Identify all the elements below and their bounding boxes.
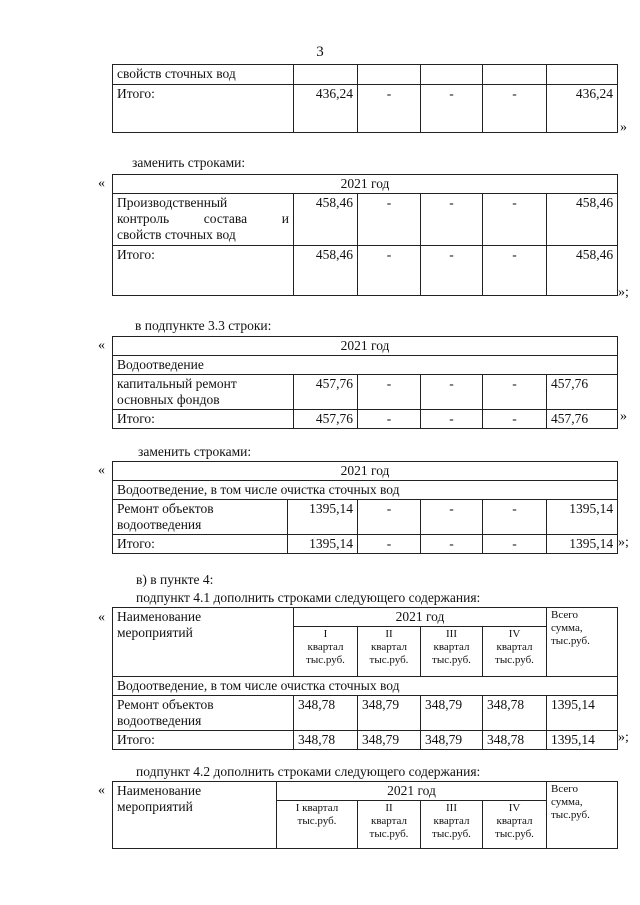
year-header: 2021 год	[294, 608, 547, 627]
cell-sum: 458,46	[547, 194, 618, 246]
quote-close: »	[620, 409, 627, 424]
cell-total-q4: 348,78	[483, 731, 547, 750]
header-total	[547, 608, 618, 677]
page-number: 3	[316, 44, 324, 60]
cell-dash: -	[421, 246, 483, 296]
cell-dash: -	[483, 500, 547, 535]
header-q2: II квартал тыс.руб.	[358, 627, 421, 677]
header-line: сумма,	[551, 622, 583, 634]
cell-total-label: Итого:	[113, 246, 294, 296]
cell-dash: -	[358, 410, 421, 429]
cell-total-label: Итого:	[113, 535, 288, 554]
table-5	[112, 607, 618, 750]
header-name	[113, 782, 277, 849]
table-3	[112, 336, 618, 429]
header-line: Всего	[551, 609, 578, 621]
header-line: тыс.руб.	[551, 809, 590, 821]
table-row	[113, 731, 618, 750]
quote-close: »	[620, 120, 627, 135]
name-line: Производственный	[117, 195, 228, 210]
cell-total-sum: 436,24	[547, 85, 618, 133]
instruction-replace-2: заменить строками:	[138, 444, 252, 459]
instruction-replace-1: заменить строками:	[132, 155, 246, 170]
section-row: Водоотведение	[113, 356, 618, 375]
header-line: Наименование	[117, 783, 202, 798]
table-6	[112, 781, 618, 849]
table-row	[113, 696, 618, 731]
cell-dash: -	[421, 410, 483, 429]
cell-sum: 1395,14	[547, 500, 618, 535]
year-header: 2021 год	[113, 337, 618, 356]
cell-total-q1: 348,78	[294, 731, 358, 750]
quote-open: «	[98, 610, 105, 625]
name-word: и	[281, 211, 289, 226]
table-row	[113, 535, 618, 554]
header-total	[547, 782, 618, 849]
name-line: свойств сточных вод	[117, 227, 236, 242]
header-q4: IV квартал тыс.руб.	[483, 801, 547, 849]
year-header: 2021 год	[277, 782, 547, 801]
cell-dash: -	[358, 375, 421, 410]
cell-total-value: 436,24	[294, 85, 358, 133]
name-line: капитальный ремонт	[117, 376, 237, 391]
cell-name	[113, 375, 294, 410]
cell-name: свойств сточных вод	[113, 65, 294, 85]
cell-dash: -	[358, 194, 421, 246]
cell-value: 458,46	[294, 194, 358, 246]
cell-total-value: 458,46	[294, 246, 358, 296]
header-line: мероприятий	[117, 799, 193, 814]
name-line: водоотведения	[117, 517, 202, 532]
cell-dash: -	[421, 375, 483, 410]
cell-total-q3: 348,79	[421, 731, 483, 750]
name-line: водоотведения	[117, 713, 202, 728]
name-line: Ремонт объектов	[117, 697, 214, 712]
cell-q3: 348,79	[421, 696, 483, 731]
instruction-subpoint-4-1: подпункт 4.1 дополнить строками следующего содержания:	[136, 590, 481, 605]
cell-q2: 348,79	[358, 696, 421, 731]
quote-open: «	[98, 176, 105, 191]
cell-dash: -	[358, 535, 421, 554]
cell-value: 457,76	[294, 375, 358, 410]
year-header: 2021 год	[113, 462, 618, 481]
section-row: Водоотведение, в том числе очистка сточных вод	[113, 481, 618, 500]
table-row	[113, 500, 618, 535]
table-2	[112, 174, 618, 296]
cell-dash: -	[421, 85, 483, 133]
cell-dash: -	[358, 246, 421, 296]
heading-point-4: в) в пункте 4:	[136, 572, 214, 587]
header-line: мероприятий	[117, 625, 193, 640]
cell-dash: -	[483, 535, 547, 554]
header-name	[113, 608, 294, 677]
cell-dash: -	[358, 500, 421, 535]
cell-name	[113, 696, 294, 731]
cell-sum: 1395,14	[547, 696, 618, 731]
cell-q4: 348,78	[483, 696, 547, 731]
table-1	[112, 64, 618, 133]
cell-name	[113, 500, 288, 535]
cell-dash: -	[421, 194, 483, 246]
cell-total-label: Итого:	[113, 85, 294, 133]
table-row	[113, 194, 618, 246]
cell-total-sum: 1395,14	[547, 731, 618, 750]
name-word: состава	[203, 211, 248, 226]
table-row	[113, 246, 618, 296]
header-q1: I квартал тыс.руб.	[277, 801, 358, 849]
quote-close-semicolon: »;	[618, 285, 629, 300]
cell-dash: -	[483, 375, 547, 410]
header-q1: I квартал тыс.руб.	[294, 627, 358, 677]
cell-q1: 348,78	[294, 696, 358, 731]
table-4	[112, 461, 618, 554]
cell-dash: -	[483, 194, 547, 246]
quote-close-semicolon: »;	[618, 730, 629, 745]
cell-total-label: Итого:	[113, 410, 294, 429]
cell-total-sum: 458,46	[547, 246, 618, 296]
cell-dash: -	[421, 535, 483, 554]
quote-open: «	[98, 783, 105, 798]
header-q3: III квартал тыс.руб.	[421, 801, 483, 849]
cell-dash: -	[421, 500, 483, 535]
cell-total-sum: 457,76	[547, 410, 618, 429]
quote-open: «	[98, 463, 105, 478]
cell-total-value: 457,76	[294, 410, 358, 429]
name-line: Ремонт объектов	[117, 501, 214, 516]
cell-value: 1395,14	[288, 500, 358, 535]
name-word: контроль	[117, 211, 170, 226]
name-line: основных фондов	[117, 392, 220, 407]
table-row	[113, 375, 618, 410]
header-line: Наименование	[117, 609, 202, 624]
header-q2: II квартал тыс.руб.	[358, 801, 421, 849]
quote-close-semicolon: »;	[618, 535, 629, 550]
header-line: тыс.руб.	[551, 635, 590, 647]
cell-name	[113, 194, 294, 246]
header-q3: III квартал тыс.руб.	[421, 627, 483, 677]
section-row: Водоотведение, в том числе очистка сточных вод	[113, 677, 618, 696]
year-header: 2021 год	[113, 175, 618, 194]
cell-dash: -	[483, 85, 547, 133]
cell-dash: -	[483, 246, 547, 296]
table-row	[113, 65, 618, 85]
cell-total-q2: 348,79	[358, 731, 421, 750]
instruction-subpoint-4-2: подпункт 4.2 дополнить строками следующего содержания:	[136, 764, 481, 779]
table-row	[113, 85, 618, 133]
cell-dash: -	[358, 85, 421, 133]
quote-open: «	[98, 338, 105, 353]
cell-total-label: Итого:	[113, 731, 294, 750]
cell-total-sum: 1395,14	[547, 535, 618, 554]
table-row	[113, 410, 618, 429]
cell-sum: 457,76	[547, 375, 618, 410]
cell-dash: -	[483, 410, 547, 429]
header-q4: IV квартал тыс.руб.	[483, 627, 547, 677]
header-line: Всего	[551, 783, 578, 795]
cell-total-value: 1395,14	[288, 535, 358, 554]
instruction-subpoint-3-3: в подпункте 3.3 строки:	[135, 318, 272, 333]
header-line: сумма,	[551, 796, 583, 808]
